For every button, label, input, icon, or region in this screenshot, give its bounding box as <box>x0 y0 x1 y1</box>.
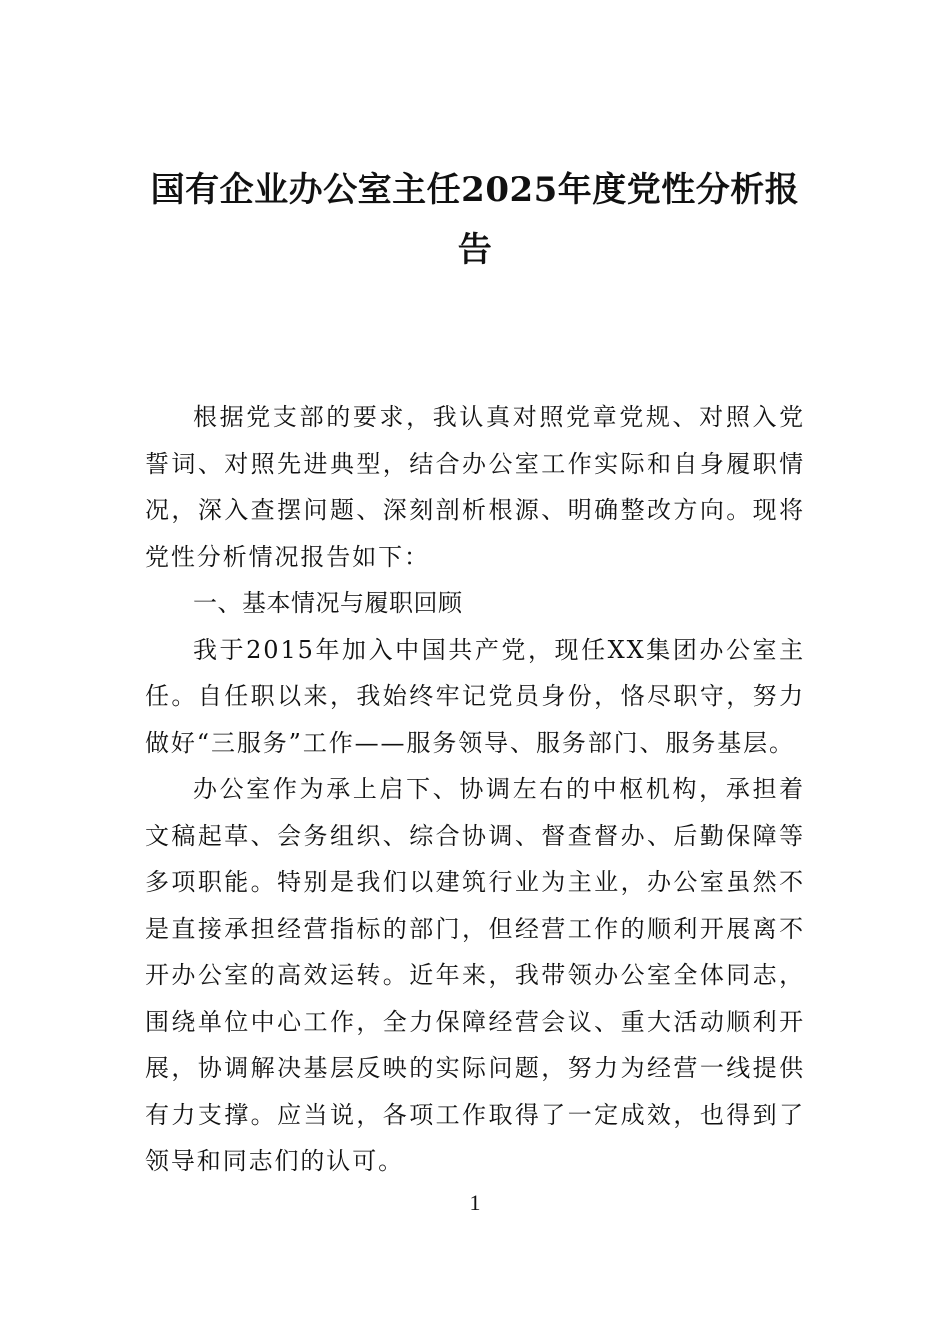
document-title-line-1: 国有企业办公室主任2025年度党性分析报 <box>150 170 800 210</box>
intro-paragraph: 根据党支部的要求，我认真对照党章党规、对照入党誓词、对照先进典型，结合办公室工作实际和自身履职情况，深入查摆问题、深刻剖析根源、明确整改方向。现将党性分析情况报告如下： <box>145 403 805 571</box>
section-heading-basic-situation: 一、基本情况与履职回顾 <box>193 589 463 617</box>
document-title-line-2: 告 <box>457 230 493 270</box>
document-title <box>145 160 805 280</box>
page-number: 1 <box>469 1190 481 1215</box>
document-body <box>145 394 805 1185</box>
section-paragraph-office-duties: 办公室作为承上启下、协调左右的中枢机构，承担着文稿起草、会务组织、综合协调、督查督办、后勤保障等多项职能。特别是我们以建筑行业为主业，办公室虽然不是直接承担经营指标的部门，但经营工作的顺利开展离不开办公室的高效运转。近年来，我带领办公室全体同志，围绕单位中心工作，全力保障经营会议、重大活动顺利开展，协调解决基层反映的实际问题，努力为经营一线提供有力支撑。应当说，各项工作取得了一定成效，也得到了领导和同志们的认可。 <box>145 775 805 1175</box>
section-paragraph-party-history: 我于2015年加入中国共产党，现任XX集团办公室主任。自任职以来，我始终牢记党员身份，恪尽职守，努力做好“三服务”工作——服务领导、服务部门、服务基层。 <box>145 635 805 757</box>
